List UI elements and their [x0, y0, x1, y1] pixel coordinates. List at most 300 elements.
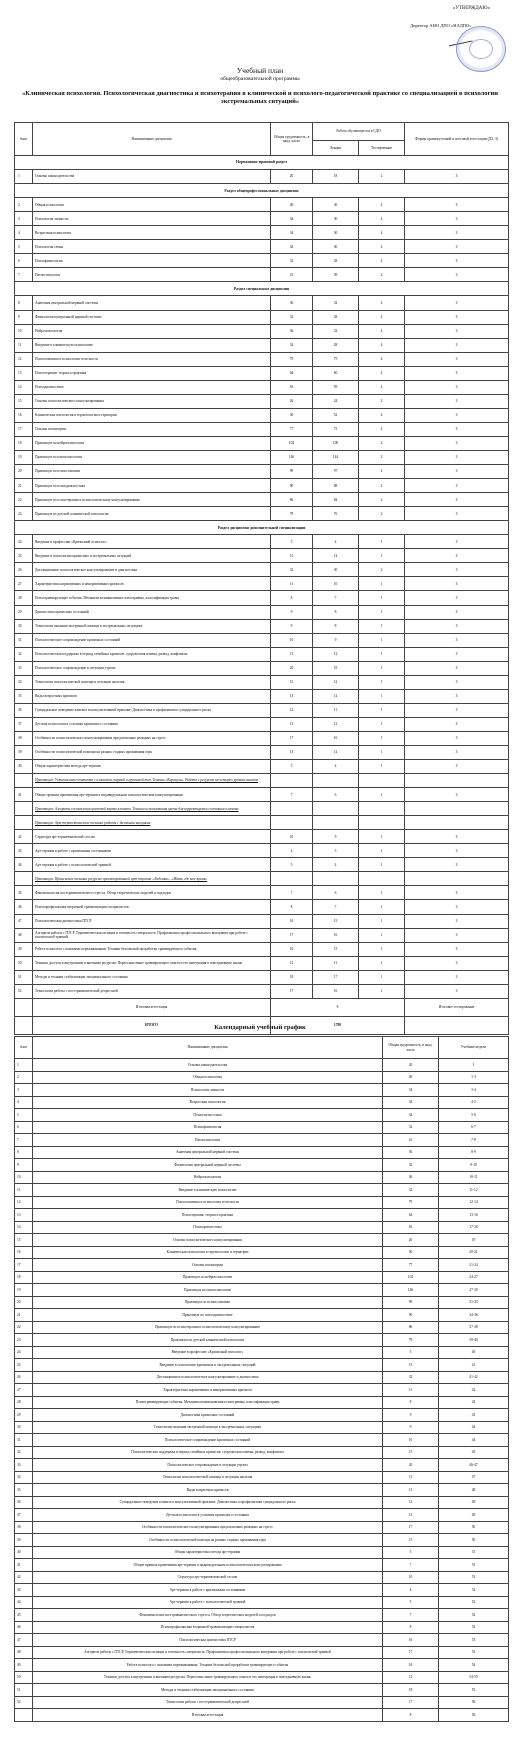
table-cell	[359, 802, 405, 816]
discipline-name: Основы психологического консультирования	[33, 1234, 383, 1247]
lectures-cell: 12	[313, 717, 359, 731]
table-row	[15, 788, 509, 802]
hours-cell: 5	[271, 535, 313, 549]
discipline-name: Психодиагностика	[33, 380, 271, 394]
section-row	[15, 156, 509, 170]
testing-cell: 4	[359, 380, 405, 394]
hours-cell: 41	[271, 268, 313, 282]
hours-cell: 20	[271, 661, 313, 675]
row-number: 24	[15, 1346, 33, 1359]
discipline-name: Психологическая поддержка в период семейных кризисов: супружеская измена, развод, конфликты	[33, 647, 271, 661]
table-cell	[15, 998, 33, 1016]
lectures-cell: 15	[313, 914, 359, 928]
row-number: 10	[15, 1171, 33, 1184]
row-number: 40	[15, 760, 33, 774]
col-hours-header: Общая трудоемкость, в акад. часах	[271, 123, 313, 156]
weeks-cell: 51	[439, 1546, 509, 1559]
discipline-name: Практикум по психодиагностике	[33, 479, 271, 493]
discipline-name: Структура арт-терапевтической сессии	[33, 1571, 383, 1584]
lectures-cell: 88	[313, 479, 359, 493]
testing-cell: 1	[359, 788, 405, 802]
table-cell	[313, 816, 359, 830]
table-cell	[405, 802, 509, 816]
discipline-name: Практикум по патопсихологии	[33, 1284, 383, 1297]
testing-cell: 4	[359, 240, 405, 254]
hours-cell: 36	[271, 296, 313, 310]
discipline-name: Нейропсихология	[33, 1171, 383, 1184]
table-row	[15, 1171, 509, 1184]
hours-cell: 86	[271, 493, 313, 507]
row-number: 17	[15, 422, 33, 436]
table-row	[15, 338, 509, 352]
discipline-name: Психологическое сопровождение кризисных состояний	[33, 633, 271, 647]
hours-cell: 17	[271, 984, 313, 998]
row-number: 37	[15, 717, 33, 731]
hours-cell: 20	[383, 1459, 439, 1472]
hours-cell: 36	[383, 1146, 439, 1159]
lectures-cell: 6	[313, 886, 359, 900]
discipline-name: Основы законодательства	[33, 1059, 383, 1072]
form-cell: З	[405, 198, 509, 212]
row-number: 10	[15, 324, 33, 338]
discipline-name: Психосоматика и психология телесности	[33, 352, 271, 366]
hours-cell: 9	[271, 605, 313, 619]
lectures-cell: 15	[313, 942, 359, 956]
row-number: 15	[15, 394, 33, 408]
row-number: 4	[15, 226, 33, 240]
hours-cell: 32	[271, 310, 313, 324]
table-row	[15, 226, 509, 240]
weeks-cell: 37-38	[439, 1321, 509, 1334]
practicum-note: Практикум: Применение техники ресурсно-ориентированной арт-терапии «Ладошка», «Мята, где мое время»	[33, 872, 271, 886]
hours-cell: 17	[271, 928, 313, 942]
table-row	[15, 1546, 509, 1559]
discipline-name: Психосоматика и психология телесности	[33, 1196, 383, 1209]
hours-cell: 9	[383, 1409, 439, 1422]
table-row	[15, 928, 509, 942]
weeks-cell: 52	[439, 1621, 509, 1634]
row-number: 48	[15, 928, 33, 942]
table-row	[15, 408, 509, 422]
section-row	[15, 184, 509, 198]
document-subtitle: общеобразовательной программы	[220, 76, 300, 82]
discipline-name: Феноменология посттравматического стресса. Обзор теоретических моделей и подходов	[33, 1609, 383, 1622]
testing-cell: 4	[359, 198, 405, 212]
form-cell: З	[405, 844, 509, 858]
lectures-cell: 30	[313, 226, 359, 240]
section-row	[15, 282, 509, 296]
testing-cell: 1	[359, 970, 405, 984]
table-row	[15, 1534, 509, 1547]
lectures-cell: 16	[313, 928, 359, 942]
row-number: 20	[15, 465, 33, 479]
document-header	[10, 66, 510, 106]
table-row	[15, 745, 509, 759]
hours-cell: 17	[383, 1696, 439, 1709]
discipline-name: Клиническая психология в геронтологии и гериатрии	[33, 1246, 383, 1259]
hours-cell: 36	[271, 324, 313, 338]
hours-cell: 4	[383, 1584, 439, 1597]
form-cell: З	[405, 324, 509, 338]
table-row	[15, 1321, 509, 1334]
discipline-name: Психология семьи	[33, 240, 271, 254]
weeks-cell: 53	[439, 1646, 509, 1659]
row-number: 12	[15, 352, 33, 366]
discipline-name: Психотравмирующие события. Механизм возникновения психотравмы, классификация травм	[33, 591, 271, 605]
discipline-name: Арт-терапия в работе с кризисными состояниями	[33, 844, 271, 858]
testing-cell: 1	[359, 549, 405, 563]
discipline-name: Особенности психологического консультирования при различных реакциях на стресс	[33, 731, 271, 745]
hours-cell: 146	[271, 450, 313, 464]
weeks-cell: 40	[439, 1346, 509, 1359]
table-row	[15, 689, 509, 703]
form-cell: З	[405, 886, 509, 900]
table-row	[15, 1471, 509, 1484]
lectures-cell: 60	[313, 366, 359, 380]
row-number: 2	[15, 1071, 33, 1084]
discipline-name: Возрастная психология	[33, 1096, 383, 1109]
table-row	[15, 1196, 509, 1209]
form-cell: З	[405, 310, 509, 324]
form-cell: З	[405, 914, 509, 928]
discipline-name: Практикум по детской клинической психологии	[33, 507, 271, 521]
discipline-name: Анатомия центральной нервной системы	[33, 296, 271, 310]
row-number: 45	[15, 886, 33, 900]
form-cell: З	[405, 240, 509, 254]
curriculum-header-row	[15, 123, 509, 141]
discipline-name: Методы и техники стабилизации эмоционального состояния	[33, 1684, 383, 1697]
table-row	[15, 1384, 509, 1397]
lectures-cell: 17	[313, 970, 359, 984]
lectures-cell: 9	[313, 633, 359, 647]
hours-cell: 40	[271, 198, 313, 212]
form-cell: З	[405, 731, 509, 745]
form-cell: З	[405, 830, 509, 844]
weeks-cell: 20-21	[439, 1246, 509, 1259]
hours-cell: 13	[271, 675, 313, 689]
table-row	[15, 703, 509, 717]
testing-cell: 4	[359, 310, 405, 324]
weeks-cell: 52	[439, 1609, 509, 1622]
table-row	[15, 507, 509, 521]
row-number: 13	[15, 1209, 33, 1222]
discipline-name: Характеристика нормативных и ненормативных кризисов	[33, 1384, 383, 1397]
table-row	[15, 1059, 509, 1072]
table-cell	[271, 816, 313, 830]
testing-cell: 1	[359, 942, 405, 956]
testing-cell: 4	[359, 408, 405, 422]
row-number: 15	[15, 1234, 33, 1247]
table-cell	[15, 1709, 33, 1722]
table-row	[15, 1621, 509, 1634]
discipline-name: Техники доступа к внутренним и внешним ресурсам. Переосмысление травмирующего опыта и его интеграция в повседневную жизнь	[33, 956, 271, 970]
row-number: 36	[15, 703, 33, 717]
table-cell	[15, 802, 33, 816]
discipline-name: Физиология центральной нервной системы	[33, 1159, 383, 1172]
lectures-cell: 36	[313, 198, 359, 212]
lectures-cell: 76	[313, 507, 359, 521]
hours-cell: 5	[383, 1546, 439, 1559]
table-row	[15, 675, 509, 689]
discipline-name: Психология семьи	[33, 1109, 383, 1122]
row-number: 29	[15, 1409, 33, 1422]
discipline-name: Практикум по детской клинической психологии	[33, 1334, 383, 1347]
table-row	[15, 830, 509, 844]
table-row	[15, 1371, 509, 1384]
table-row	[15, 886, 509, 900]
hours-cell: 102	[271, 436, 313, 450]
form-cell: З	[405, 226, 509, 240]
section-row	[15, 521, 509, 535]
discipline-name: Введение в профессию «Кризисный психолог»	[33, 535, 271, 549]
table-row	[15, 240, 509, 254]
table-row	[15, 633, 509, 647]
weeks-cell: 49	[439, 1496, 509, 1509]
discipline-name: Технологии работы с посттравматической депрессией	[33, 1696, 383, 1709]
row-number: 34	[15, 1471, 33, 1484]
weeks-cell: 51	[439, 1571, 509, 1584]
row-number: 29	[15, 605, 33, 619]
discipline-name: Детская психология в условиях кризисного состояния	[33, 717, 271, 731]
table-cell	[359, 774, 405, 788]
total-label: ИТОГО	[33, 1016, 271, 1034]
hours-cell: 32	[271, 254, 313, 268]
final-name: Итоговая аттестация	[33, 998, 271, 1016]
table-row	[15, 1509, 509, 1522]
weeks-cell: 45	[439, 1446, 509, 1459]
hours-cell: 10	[271, 633, 313, 647]
row-number: 21	[15, 1309, 33, 1322]
row-number: 49	[15, 1659, 33, 1672]
testing-cell: 1	[359, 647, 405, 661]
table-row	[15, 1084, 509, 1097]
weeks-cell: 39-40	[439, 1334, 509, 1347]
weeks-cell: 11-12	[439, 1184, 509, 1197]
form-cell: З	[405, 745, 509, 759]
testing-cell: 4	[359, 226, 405, 240]
row-number: 43	[15, 844, 33, 858]
discipline-name: Основы законодательства	[33, 170, 271, 184]
row-number: 30	[15, 619, 33, 633]
hours-cell: 79	[271, 352, 313, 366]
table-row	[15, 1346, 509, 1359]
table-row	[15, 1559, 509, 1572]
row-number: 23	[15, 507, 33, 521]
discipline-name: Введение в клиническую психологию	[33, 1184, 383, 1197]
table-row	[15, 1271, 509, 1284]
table-row	[15, 858, 509, 872]
hours-cell: 12	[271, 703, 313, 717]
table-row	[15, 1696, 509, 1709]
row-number: 1	[15, 1059, 33, 1072]
hours-cell: 12	[383, 1671, 439, 1684]
row-number: 5	[15, 1109, 33, 1122]
hours-cell: 34	[271, 226, 313, 240]
row-number: 30	[15, 1421, 33, 1434]
form-cell: З	[405, 507, 509, 521]
row-number: 28	[15, 1396, 33, 1409]
row-number: 52	[15, 984, 33, 998]
weeks-cell: 49	[439, 1509, 509, 1522]
form-cell: З	[405, 296, 509, 310]
table-row	[15, 1284, 509, 1297]
discipline-name: Практикум по психотерапии и психологическому консультированию	[33, 1321, 383, 1334]
testing-cell: 4	[359, 422, 405, 436]
discipline-name: Практикум по психодиагностике	[33, 1309, 383, 1322]
testing-cell: 1	[359, 703, 405, 717]
weeks-cell: 55	[439, 1684, 509, 1697]
testing-cell: 1	[359, 984, 405, 998]
hours-cell: 11	[383, 1384, 439, 1397]
testing-cell: 4	[359, 338, 405, 352]
table-row	[15, 1584, 509, 1597]
row-number: 11	[15, 1184, 33, 1197]
form-cell: З	[405, 380, 509, 394]
table-row	[15, 1246, 509, 1259]
hours-cell: 34	[383, 1096, 439, 1109]
form-cell: З	[405, 619, 509, 633]
row-number: 33	[15, 661, 33, 675]
hours-cell: 56	[271, 408, 313, 422]
hours-cell: 10	[271, 830, 313, 844]
discipline-name: Физиология центральной нервной системы	[33, 310, 271, 324]
row-number: 11	[15, 338, 33, 352]
row-number: 42	[15, 830, 33, 844]
calendar-final-row	[15, 1709, 509, 1722]
practicum-note: Практикум: Арт-терапевтические техники работы с базовыми эмоциями	[33, 816, 271, 830]
discipline-name: Психотерапия: теория и практика	[33, 1209, 383, 1222]
practicum-note: Практикум: Алгоритм составления цветовой карты клиента. Техника использования цвета для корректировки состояния клиента	[33, 802, 271, 816]
hours-cell: 13	[383, 1471, 439, 1484]
hours-cell: 17	[271, 731, 313, 745]
table-row	[15, 450, 509, 464]
row-number: 22	[15, 493, 33, 507]
row-number: 41	[15, 788, 33, 802]
discipline-name: Основы психиатрии	[33, 1259, 383, 1272]
lectures-cell: 10	[313, 577, 359, 591]
form-cell: З	[405, 661, 509, 675]
hours-cell: 32	[271, 563, 313, 577]
lectures-cell: 59	[313, 380, 359, 394]
discipline-name: Практикум по психосоматике	[33, 1296, 383, 1309]
table-row	[15, 1159, 509, 1172]
hours-cell: 13	[383, 1484, 439, 1497]
testing-cell: 1	[359, 619, 405, 633]
weeks-cell: 48	[439, 1484, 509, 1497]
lectures-cell: 12	[313, 689, 359, 703]
discipline-name: Психологическое сопровождение в ситуации утраты	[33, 661, 271, 675]
weeks-cell: 9-10	[439, 1159, 509, 1172]
lectures-cell: 12	[313, 675, 359, 689]
testing-cell: 4	[359, 366, 405, 380]
weeks-cell: 56	[439, 1696, 509, 1709]
row-number: 33	[15, 1459, 33, 1472]
discipline-name: Общая психология	[33, 198, 271, 212]
calendar-title: Календарный учебный график	[214, 1024, 306, 1031]
hours-cell: 20	[271, 170, 313, 184]
row-number: 8	[15, 1146, 33, 1159]
hours-cell: 8	[271, 900, 313, 914]
table-row	[15, 380, 509, 394]
lectures-cell: 8	[313, 619, 359, 633]
form-cell: З	[405, 605, 509, 619]
testing-cell: 1	[359, 535, 405, 549]
row-number: 42	[15, 1571, 33, 1584]
form-cell: З	[405, 479, 509, 493]
row-number: 19	[15, 450, 33, 464]
discipline-name: Общие правила применения арт-терапии в индивидуальном психологическом консультировании	[33, 788, 271, 802]
table-cell	[405, 872, 509, 886]
practicum-note-row	[15, 816, 509, 830]
testing-cell: 4	[359, 296, 405, 310]
lectures-cell: 11	[313, 703, 359, 717]
row-number: 38	[15, 1521, 33, 1534]
row-number: 26	[15, 563, 33, 577]
row-number: 52	[15, 1696, 33, 1709]
lectures-cell: 16	[313, 984, 359, 998]
weeks-cell: 53	[439, 1634, 509, 1647]
lectures-cell: 28	[313, 254, 359, 268]
discipline-name: Введение в профессию «Кризисный психолог»	[33, 1346, 383, 1359]
row-number: 2	[15, 198, 33, 212]
weeks-cell: 1-3	[439, 1071, 509, 1084]
row-number: 43	[15, 1584, 33, 1597]
lectures-cell: 7	[313, 900, 359, 914]
form-cell: З	[405, 535, 509, 549]
hours-cell: 34	[383, 1084, 439, 1097]
form-cell: З	[405, 338, 509, 352]
discipline-name: Общая психология	[33, 1071, 383, 1084]
table-row	[15, 1209, 509, 1222]
row-number: 38	[15, 731, 33, 745]
table-row	[15, 1421, 509, 1434]
hours-cell: 41	[383, 1134, 439, 1147]
row-number: 31	[15, 1434, 33, 1447]
table-cell	[271, 872, 313, 886]
discipline-name: Арт-терапия в работе с психологической травмой	[33, 858, 271, 872]
table-row	[15, 1221, 509, 1234]
hours-cell: 5	[271, 760, 313, 774]
col-lectures-header: Лекции	[313, 141, 359, 156]
hours-cell: 17	[383, 1646, 439, 1659]
testing-cell: 2	[359, 450, 405, 464]
discipline-name: Психологическая диагностика ПТСР	[33, 914, 271, 928]
table-row	[15, 577, 509, 591]
weeks-cell: 12-14	[439, 1196, 509, 1209]
form-cell: З	[405, 858, 509, 872]
discipline-name: Суицидальное поведение клиента в консультативной практике. Диагностика и профилактика суицидального риска	[33, 703, 271, 717]
row-number: 39	[15, 745, 33, 759]
form-cell: З	[405, 450, 509, 464]
cal-col-name-header: Наименование дисциплин	[33, 1037, 383, 1059]
row-number: 40	[15, 1546, 33, 1559]
hours-cell: 40	[383, 1071, 439, 1084]
discipline-name: Введение в психологию кризисных и экстремальных ситуаций	[33, 549, 271, 563]
form-cell: З	[405, 760, 509, 774]
row-number: 50	[15, 1671, 33, 1684]
lectures-cell: 4	[313, 858, 359, 872]
table-row	[15, 465, 509, 479]
testing-cell: 1	[359, 605, 405, 619]
form-cell: З	[405, 549, 509, 563]
table-row	[15, 479, 509, 493]
lectures-cell: 24	[313, 394, 359, 408]
row-number: 1	[15, 170, 33, 184]
lectures-cell: 144	[313, 450, 359, 464]
weeks-cell: 46-47	[439, 1459, 509, 1472]
lectures-cell: 14	[313, 549, 359, 563]
lectures-cell: 30	[313, 563, 359, 577]
